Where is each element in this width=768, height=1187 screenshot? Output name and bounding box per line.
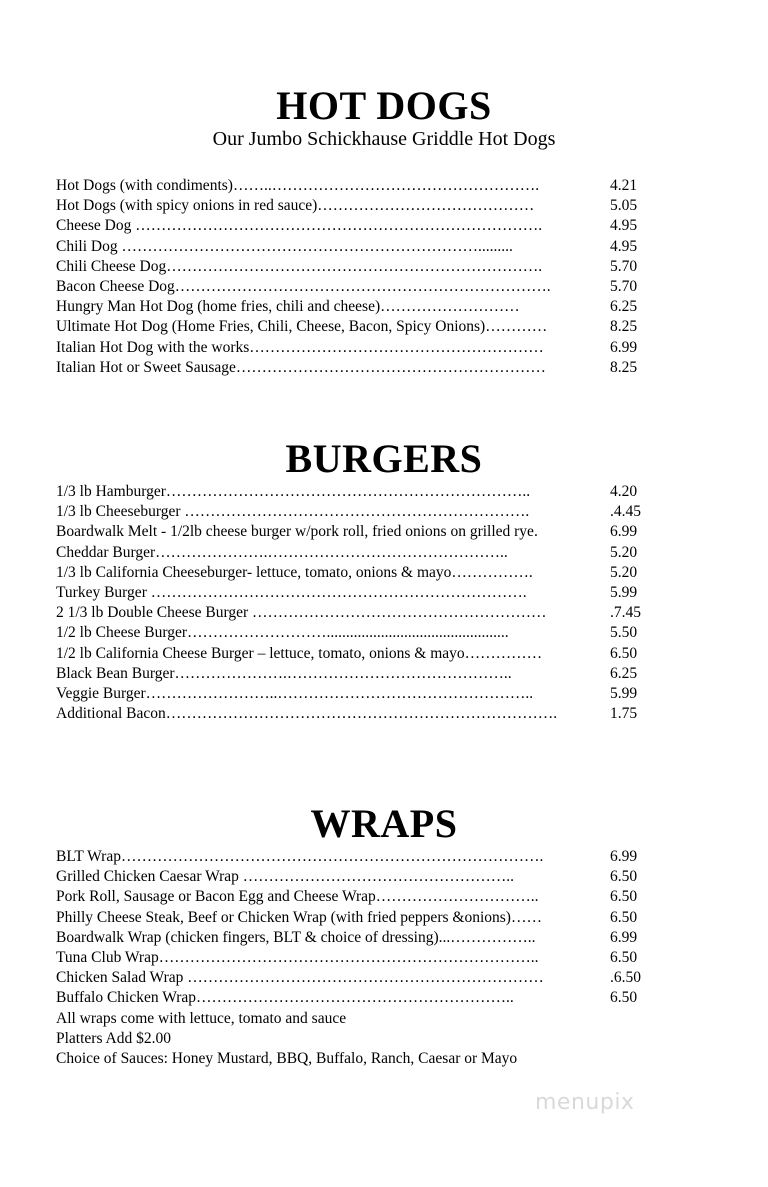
item-price: 6.50 xyxy=(610,948,638,966)
item-name: Tuna Club Wrap……………………………………………………………….. xyxy=(56,948,539,966)
menu-item xyxy=(56,502,646,522)
item-price: 5.05 xyxy=(610,197,638,215)
item-name: 1/2 lb California Cheese Burger – lettuce, tomato, onions & mayo…………… xyxy=(56,644,543,662)
item-name: 1/2 lb Cheese Burger………………………............................................... xyxy=(56,624,509,642)
menu-item xyxy=(56,257,646,277)
item-price: 6.50 xyxy=(610,908,638,926)
item-price: 6.50 xyxy=(610,888,638,906)
menu-item xyxy=(56,623,646,643)
item-name: Chili Cheese Dog………………………………………………………………. xyxy=(56,257,543,275)
item-name: Grilled Chicken Caesar Wrap …………………………………………….. xyxy=(56,868,514,886)
menu-item xyxy=(56,317,646,337)
item-name: Additional Bacon…………………………………………………………………. xyxy=(56,705,558,723)
menu-item xyxy=(56,338,646,358)
menu-item xyxy=(56,664,646,684)
item-name: Black Bean Burger………………….…………………………………….. xyxy=(56,664,512,682)
item-price: .4.45 xyxy=(610,503,641,521)
menu-item xyxy=(56,704,646,724)
item-price: 6.99 xyxy=(610,523,638,541)
wraps-list xyxy=(56,847,646,1069)
item-name: 1/3 lb Cheeseburger …………………………………………………………. xyxy=(56,503,530,521)
item-name: Boardwalk Melt - 1/2lb cheese burger w/pork roll, fried onions on grilled rye. xyxy=(56,523,538,541)
item-price: 4.20 xyxy=(610,483,638,500)
menu-item xyxy=(56,482,646,502)
item-name: 1/3 lb California Cheeseburger- lettuce, tomato, onions & mayo……………. xyxy=(56,563,533,581)
menu-item xyxy=(56,358,646,378)
hot-dogs-list xyxy=(56,176,646,378)
item-name: Cheese Dog ……………………………………………………………………. xyxy=(56,217,543,235)
item-price: 6.99 xyxy=(610,338,638,356)
item-price: 6.25 xyxy=(610,298,638,316)
wraps-note: Choice of Sauces: Honey Mustard, BBQ, Buffalo, Ranch, Caesar or Mayo xyxy=(56,1049,518,1067)
item-name: Buffalo Chicken Wrap…………………………………………………….. xyxy=(56,989,514,1007)
menu-item xyxy=(56,216,646,236)
item-price: .7.45 xyxy=(610,604,641,622)
menu-item xyxy=(56,968,646,988)
menu-item xyxy=(56,583,646,603)
menu-item xyxy=(56,196,646,216)
item-price: 6.25 xyxy=(610,664,638,682)
item-price: 8.25 xyxy=(610,358,638,376)
item-name: Boardwalk Wrap (chicken fingers, BLT & choice of dressing)...…………….. xyxy=(56,928,536,946)
item-name: Bacon Cheese Dog………………………………………………………………. xyxy=(56,277,551,295)
item-name: Chili Dog ……………………………………………………………......... xyxy=(56,237,513,255)
menu-item xyxy=(56,948,646,968)
item-price: 5.70 xyxy=(610,277,638,295)
item-price: 8.25 xyxy=(610,318,638,336)
item-name: Italian Hot Dog with the works………………………………………………… xyxy=(56,338,544,356)
item-name: Cheddar Burger………………….……………………………………….. xyxy=(56,543,508,561)
wraps-note: Platters Add $2.00 xyxy=(56,1029,171,1047)
menu-item xyxy=(56,237,646,257)
menu-item xyxy=(56,563,646,583)
item-name: Hot Dogs (with spicy onions in red sauce)…………………………………… xyxy=(56,197,535,215)
wraps-note: All wraps come with lettuce, tomato and sauce xyxy=(56,1009,347,1027)
item-price: 6.50 xyxy=(610,868,638,886)
wraps-title: WRAPS xyxy=(310,801,458,846)
item-name: Veggie Burger……………………..………………………………………….. xyxy=(56,684,534,702)
burgers-title: BURGERS xyxy=(285,436,483,481)
item-price: 6.50 xyxy=(610,644,638,662)
menu-item xyxy=(56,603,646,623)
item-name: Turkey Burger ………………………………………………………………. xyxy=(56,583,527,601)
menu-item xyxy=(56,988,646,1008)
menu-item xyxy=(56,887,646,907)
item-price: 6.50 xyxy=(610,989,638,1007)
menu-item xyxy=(56,847,646,867)
menu-item xyxy=(56,684,646,704)
item-price: 6.99 xyxy=(610,848,638,865)
menupix-watermark: menupix xyxy=(535,1090,635,1115)
item-price: 5.70 xyxy=(610,257,638,275)
item-price: 1.75 xyxy=(610,705,638,723)
menu-item xyxy=(56,522,646,542)
hot-dogs-title: HOT DOGS xyxy=(276,83,492,128)
item-name: 1/3 lb Hamburger…………………………………………………………….. xyxy=(56,483,531,500)
item-price: 5.99 xyxy=(610,684,638,702)
item-name: Hungry Man Hot Dog (home fries, chili and cheese)……………………… xyxy=(56,298,520,316)
menu-item xyxy=(56,277,646,297)
menu-item xyxy=(56,176,646,196)
burgers-list xyxy=(56,482,646,724)
item-price: 6.99 xyxy=(610,928,638,946)
item-name: Pork Roll, Sausage or Bacon Egg and Cheese Wrap………………………….. xyxy=(56,888,539,906)
menu-item xyxy=(56,543,646,563)
item-name: Hot Dogs (with condiments)……..……………………………………………. xyxy=(56,177,540,194)
item-name: Philly Cheese Steak, Beef or Chicken Wrap (with fried peppers &onions)…… xyxy=(56,908,542,926)
item-price: 5.99 xyxy=(610,583,638,601)
item-name: Chicken Salad Wrap …………………………………………………………… xyxy=(56,969,544,987)
item-price: 4.95 xyxy=(610,237,638,255)
item-price: 4.21 xyxy=(610,177,638,194)
item-name: BLT Wrap………………………………………………………………………. xyxy=(56,848,544,865)
item-price: 4.95 xyxy=(610,217,638,235)
item-name: Ultimate Hot Dog (Home Fries, Chili, Cheese, Bacon, Spicy Onions)………… xyxy=(56,318,548,336)
hot-dogs-subtitle: Our Jumbo Schickhause Griddle Hot Dogs xyxy=(212,128,556,150)
item-price: 5.20 xyxy=(610,563,638,581)
item-name: Italian Hot or Sweet Sausage…………………………………………………… xyxy=(56,358,546,376)
menu-item xyxy=(56,908,646,928)
menu-item xyxy=(56,867,646,887)
item-name: 2 1/3 lb Double Cheese Burger ………………………………………………… xyxy=(56,604,547,622)
menu-item xyxy=(56,297,646,317)
item-price: .6.50 xyxy=(610,969,641,987)
menu-item xyxy=(56,928,646,948)
menu-item xyxy=(56,644,646,664)
item-price: 5.50 xyxy=(610,624,638,642)
item-price: 5.20 xyxy=(610,543,638,561)
